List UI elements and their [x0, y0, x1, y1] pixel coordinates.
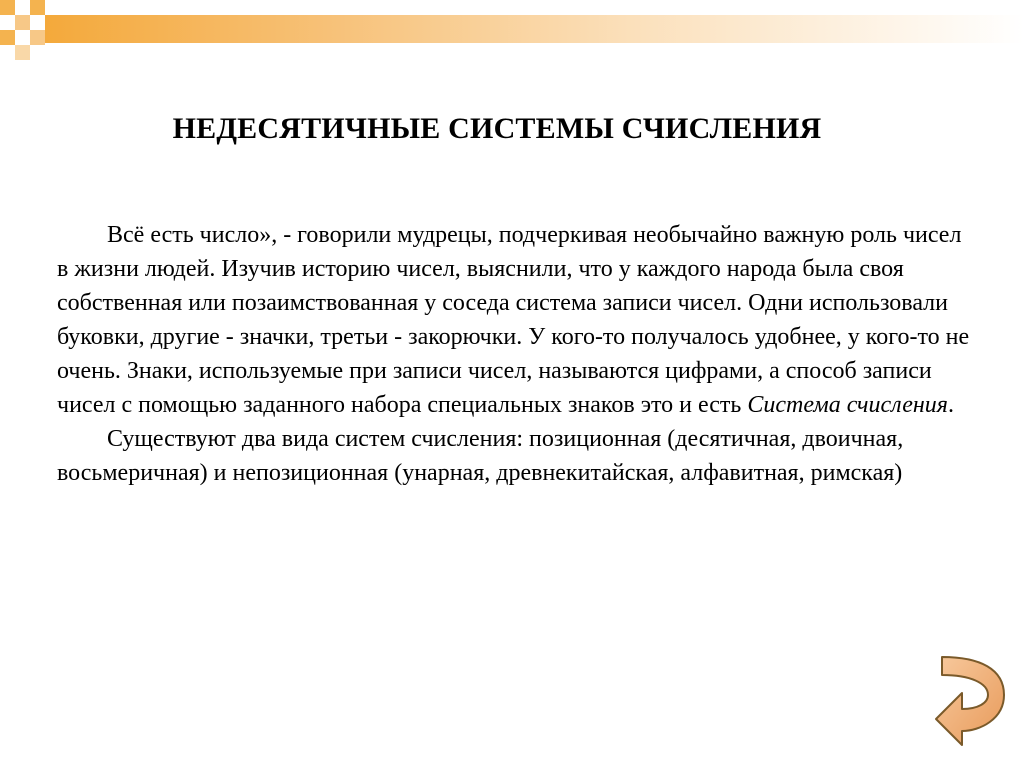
page-title: НЕДЕСЯТИЧНЫЕ СИСТЕМЫ СЧИСЛЕНИЯ — [172, 112, 822, 145]
decor-square — [15, 45, 30, 60]
paragraph-intro-text: Всё есть число», - говорили мудрецы, подчеркивая необычайно важную роль чисел в жизни людей. Изучив историю чисел, выяснили, что у каждого народа была своя собственная или позаимствованная у соседа система записи чисел. Одни использовали буковки, другие - значки, третьи - закорючки. У кого-то получалось удобнее, у кого-то не очень. Знаки, используемые при записи чисел, называются цифрами, а способ записи чисел с помощью заданного набора специальных знаков это и есть — [57, 222, 970, 418]
top-decorative-bar — [45, 15, 1024, 43]
decor-square — [15, 15, 30, 30]
decor-square — [0, 30, 15, 45]
decor-square — [30, 30, 45, 45]
decor-square — [30, 0, 45, 15]
paragraph-types: Существуют два вида систем счисления: позиционная (десятичная, двоичная, восьмеричная) и непозиционная (унарная, древнекитайская, алфавитная, римская) — [57, 426, 904, 486]
decor-square — [0, 0, 15, 15]
paragraph-intro-end: . — [947, 392, 954, 418]
return-arrow-shape[interactable] — [936, 657, 1004, 745]
return-arrow-icon[interactable] — [930, 655, 1010, 747]
orange-squares-icon — [0, 0, 60, 60]
paragraph-intro — [57, 218, 972, 422]
emphasis-term: Система счисления — [747, 392, 948, 418]
body-text — [57, 218, 972, 490]
